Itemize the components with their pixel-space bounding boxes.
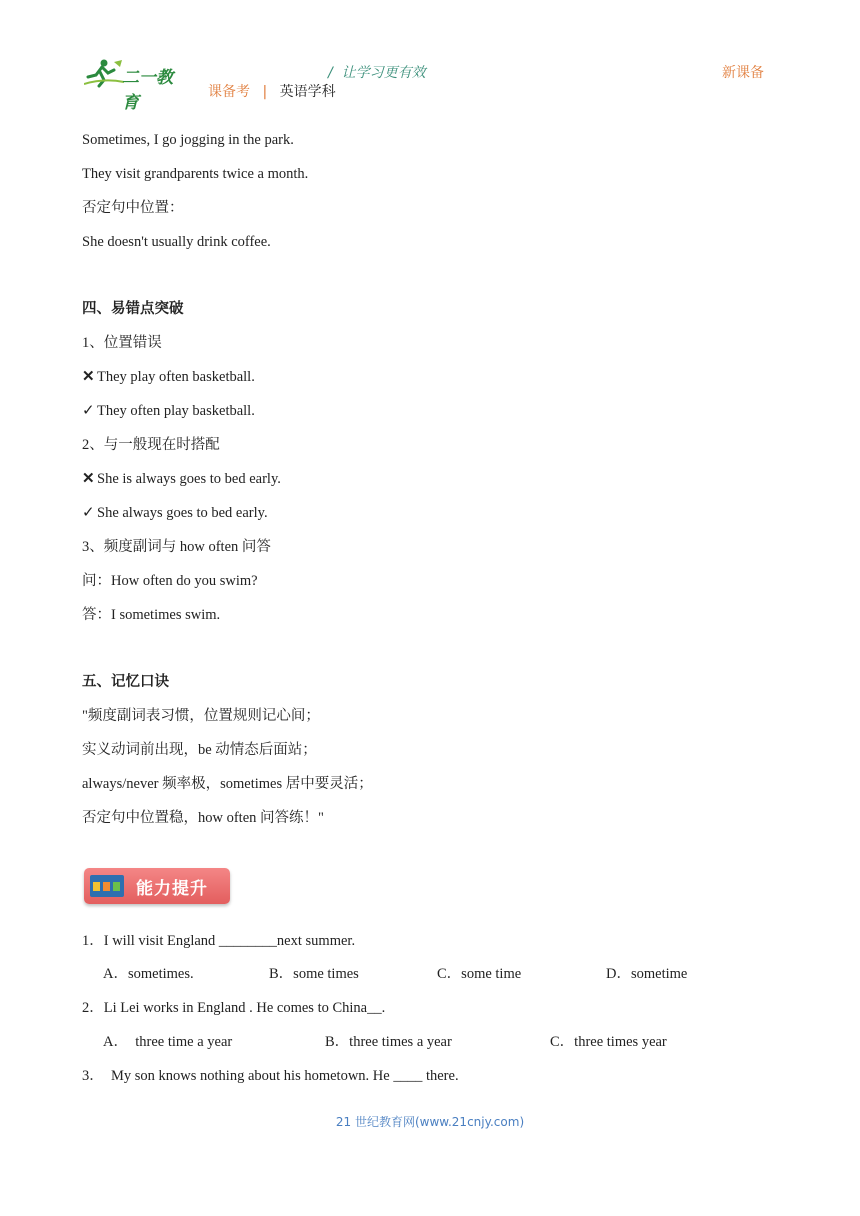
- list-item: 答：I sometimes swim.: [82, 607, 221, 623]
- mnemonic-line: 否定句中位置稳，how often 问答练！": [82, 810, 324, 826]
- list-item-text: They play often basketball.: [97, 369, 255, 385]
- runner-logo-icon: [84, 58, 124, 88]
- section-badge: [84, 868, 230, 904]
- text-line: They visit grandparents twice a month.: [82, 166, 309, 182]
- option: B．three times a year: [325, 1034, 452, 1050]
- text-line: 否定句中位置：: [82, 200, 184, 216]
- list-item-text: She always goes to bed early.: [97, 505, 268, 521]
- option: D．sometime: [606, 966, 688, 982]
- subject-name: 英语学科: [279, 84, 336, 100]
- subject-prefix: 课备考: [208, 84, 250, 100]
- list-item: [82, 504, 268, 522]
- list-item-text: She is always goes to bed early.: [97, 471, 281, 487]
- list-item: 问：How often do you swim?: [82, 573, 258, 589]
- section-4-title: 四、易错点突破: [82, 301, 184, 317]
- check-icon: ✓: [82, 403, 95, 419]
- list-item: [82, 470, 281, 488]
- list-item: 1、位置错误: [82, 335, 162, 351]
- question-stem: 2．Li Lei works in England . He comes to China__.: [82, 1000, 386, 1016]
- header-subject-line: [208, 81, 336, 101]
- badge-label: 能力提升: [136, 879, 208, 899]
- logo: [84, 58, 188, 113]
- mnemonic-line: "频度副词表习惯，位置规则记心间；: [82, 708, 320, 724]
- option: A． three time a year: [103, 1034, 233, 1050]
- question-stem: 1．I will visit England ________next summer.: [82, 933, 356, 949]
- list-item: [82, 368, 255, 386]
- list-item-text: They often play basketball.: [97, 403, 255, 419]
- check-icon: ✓: [82, 505, 95, 521]
- cross-icon: ✕: [82, 369, 95, 385]
- option: C．three times year: [550, 1034, 667, 1050]
- text-line: She doesn't usually drink coffee.: [82, 234, 271, 250]
- question-stem: 3． My son knows nothing about his hometown. He ____ there.: [82, 1068, 459, 1084]
- classroom-icon: [90, 875, 124, 897]
- option: B．some times: [269, 966, 359, 982]
- mnemonic-line: always/never 频率极，sometimes 居中要灵活；: [82, 776, 373, 792]
- subject-separator: |: [262, 84, 268, 100]
- section-5-title: 五、记忆口诀: [82, 674, 169, 690]
- logo-text: 二一教育: [122, 68, 173, 113]
- list-item: [82, 402, 255, 420]
- option: C．some time: [437, 966, 522, 982]
- text-line: Sometimes, I go jogging in the park.: [82, 132, 294, 148]
- footer: 21 世纪教育网(www.21cnjy.com): [335, 1115, 525, 1129]
- mnemonic-line: 实义动词前出现，be 动情态后面站；: [82, 742, 317, 758]
- header-slogan: / 让学习更有效: [328, 65, 426, 81]
- list-item: 3、频度副词与 how often 问答: [82, 539, 271, 555]
- cross-icon: ✕: [82, 471, 95, 487]
- header-right-label: 新课备: [722, 65, 764, 81]
- option: A．sometimes.: [103, 966, 194, 982]
- list-item: 2、与一般现在时搭配: [82, 437, 220, 453]
